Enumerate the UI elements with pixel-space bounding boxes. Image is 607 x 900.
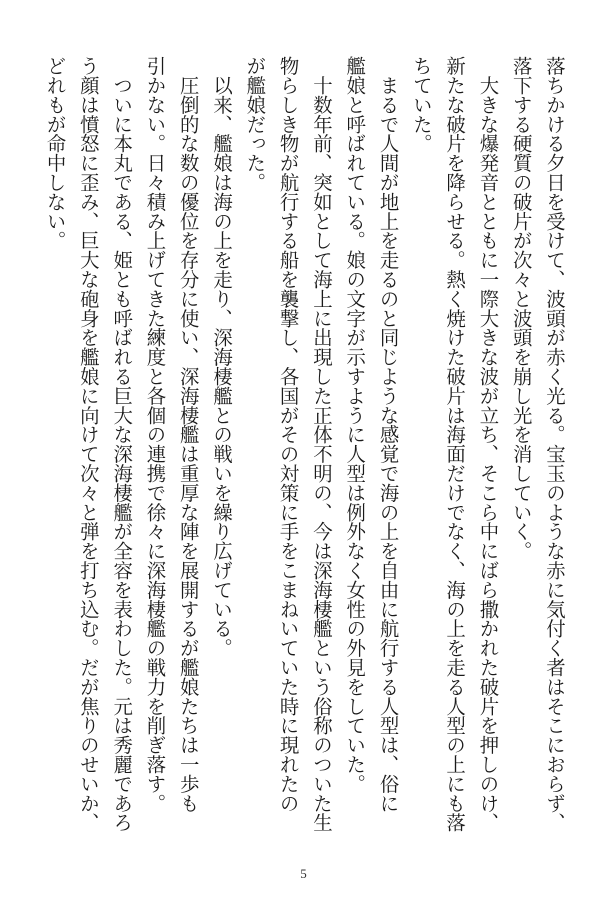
text-line: が艦娘だった。 xyxy=(243,56,267,192)
text-line: ついに本丸である、姫とも呼ばれる巨大な深海棲艦が全容を表わした。元は秀麗であろ xyxy=(110,56,134,832)
text-line: どれもが命中しない。 xyxy=(43,56,67,250)
text-line: 圧倒的な数の優位を存分に使い、深海棲艦は重厚な陣を展開するが艦娘たちは一歩も xyxy=(176,56,200,813)
text-line: ちていた。 xyxy=(409,56,433,153)
text-line: 新たな破片を降らせる。熱く焼けた破片は海面だけでなく、海の上を走る人型の上にも落 xyxy=(443,56,467,832)
text-line: 物らしき物が航行する船を襲撃し、各国がその対策に手をこまねいていた時に現れたの xyxy=(276,56,300,813)
text-line: まるで人間が地上を走るのと同じような感覚で海の上を自由に航行する人型は、俗に xyxy=(376,56,400,813)
page-number: 5 xyxy=(300,866,307,881)
text-line: 十数年前、突如として海上に出現した正体不明の、今は深海棲艦という俗称のついた生 xyxy=(309,56,333,832)
text-line: う顔は憤怒に歪み、巨大な砲身を艦娘に向けて次々と弾を打ち込む。だが焦りのせいか、 xyxy=(76,56,100,832)
text-line: 艦娘と呼ばれている。娘の文字が示すように人型は例外なく女性の外見をしていた。 xyxy=(343,56,367,794)
body-text xyxy=(38,56,571,838)
text-line: 以来、艦娘は海の上を走り、深海棲艦との戦いを繰り広げている。 xyxy=(210,56,234,658)
text-line: 落下する硬質の破片が次々と波頭を崩し光を消していく。 xyxy=(509,56,533,561)
text-line: 引かない。日々積み上げてきた練度と各個の連携で徐々に深海棲艦の戦力を削ぎ落す。 xyxy=(143,56,167,813)
text-line: 落ちかける夕日を受けて、波頭が赤く光る。宝玉のような赤に気付く者はそこにおらず、 xyxy=(543,56,566,832)
text-line: 大きな爆発音とともに一際大きな波が立ち、そこら中にばら撒かれた破片を押しのけ、 xyxy=(476,56,500,832)
